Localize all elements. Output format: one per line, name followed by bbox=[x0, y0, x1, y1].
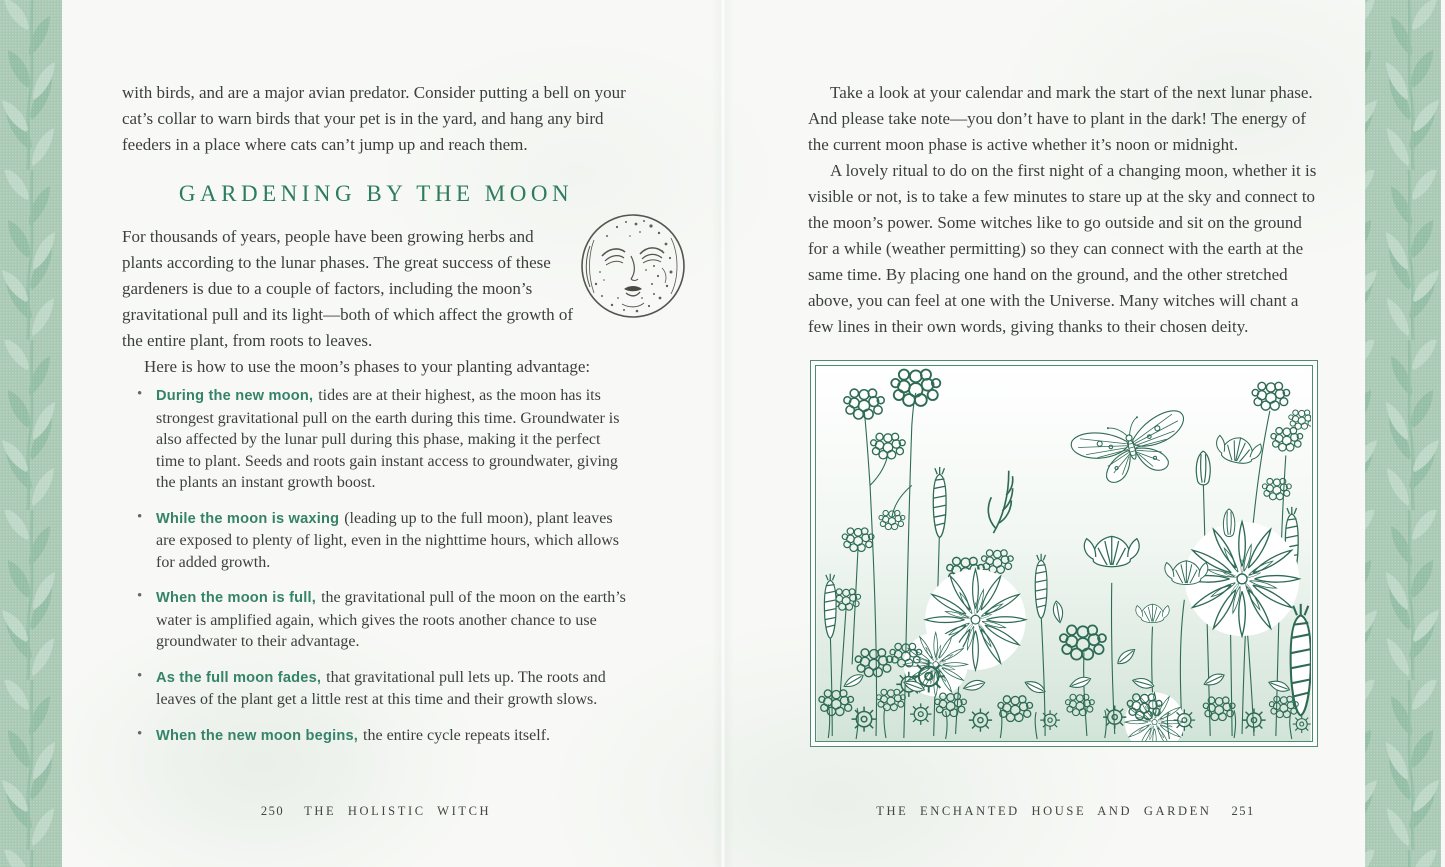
chapter-title: THE ENCHANTED HOUSE AND GARDEN bbox=[876, 804, 1212, 818]
page-number: 250 bbox=[260, 804, 285, 818]
ritual-paragraph: A lovely ritual to do on the first night of a changing moon, whether it is visible or not, is to take a few minutes to stare up at the sky and connect to the moon’s power. Some witches like to go outside and sit on the ground for a while (weather permitting) so they can connect with the earth at the same time. By placing one hand on the ground, and the other stretched above, you can feel at one with the Universe. Many witches will chant a few lines in their own words, giving thanks to their chosen deity. bbox=[808, 161, 1317, 336]
section-heading: GARDENING BY THE MOON bbox=[178, 181, 574, 206]
left-page bbox=[122, 80, 630, 761]
page-number: 251 bbox=[1231, 804, 1255, 818]
bullet-text: (leading up to the full moon), plant leaves are exposed to plenty of light, even in the nighttime hours, which allows for added growth. bbox=[156, 509, 620, 571]
bullet-text: the entire cycle repeats itself. bbox=[363, 726, 551, 744]
moon-face-engraving bbox=[574, 206, 692, 326]
page-gutter-shadow bbox=[712, 0, 734, 867]
intro-paragraph: with birds, and are a major avian predator. Consider putting a bell on your cat’s collar to warn birds that your pet is in the yard, and hang any bird feeders in a place where cats can’t jump up and reach them. bbox=[122, 83, 626, 154]
bullet-icon: • bbox=[137, 508, 143, 525]
bullet-lead: During the new moon, bbox=[156, 388, 314, 404]
list-item bbox=[122, 667, 630, 711]
calendar-paragraph: Take a look at your calendar and mark the start of the next lunar phase. And please take note—you don’t have to plant in the dark! The energy of the current moon phase is active whether it’s noon or midnight. bbox=[808, 83, 1313, 154]
list-item bbox=[122, 508, 630, 574]
right-page bbox=[808, 80, 1323, 747]
leaf-vine-border-band-left bbox=[0, 0, 62, 867]
bullet-text: the gravitational pull of the moon on the earth’s water is amplified again, which gives the roots another chance to use groundwater to their advantage. bbox=[156, 589, 626, 650]
leaf-vine-border-band-right bbox=[1365, 0, 1441, 867]
bullet-lead: When the new moon begins, bbox=[156, 727, 359, 744]
bullet-text: that gravitational pull lets up. The roots and leaves of the plant get a little rest at this time and their growth slows. bbox=[156, 668, 606, 708]
bullet-icon: • bbox=[137, 725, 143, 742]
bullet-icon: • bbox=[137, 386, 143, 402]
bullet-text: tides are at their highest, as the moon has its strongest gravitational pull on the earth during this time. Groundwater is also affected by the lunar pull during this phase, making it the perfect time to plant. Seeds and roots gain instant access to groundwater, giving the plants an instant growth boost. bbox=[156, 387, 620, 491]
list-item bbox=[122, 725, 630, 748]
moon-phase-bullet-list bbox=[122, 385, 630, 747]
garden-illustration-frame bbox=[810, 360, 1318, 747]
bullet-lead: While the moon is waxing bbox=[156, 510, 340, 527]
book-title: THE HOLISTIC WITCH bbox=[304, 804, 492, 818]
bullet-icon: • bbox=[137, 588, 143, 604]
left-page-footer bbox=[122, 804, 630, 819]
bullet-icon: • bbox=[137, 667, 143, 684]
list-item bbox=[122, 385, 630, 494]
list-item bbox=[122, 587, 630, 653]
bullet-lead: As the full moon fades, bbox=[156, 669, 322, 686]
right-page-footer bbox=[808, 804, 1323, 819]
bullet-lead: When the moon is full, bbox=[156, 590, 317, 606]
wildflower-garden-illustration bbox=[816, 366, 1311, 741]
moon-gardening-paragraph: For thousands of years, people have been growing herbs and plants according to the lunar phases. The great success of these gardeners is due to a couple of factors, including the moon’s gravitational pull and its light—both of which affect the growth of the entire plant, from roots to leaves. bbox=[122, 227, 574, 350]
bullets-intro: Here is how to use the moon’s phases to your planting advantage: bbox=[144, 357, 591, 376]
garden-illustration-inner-border bbox=[815, 365, 1313, 742]
